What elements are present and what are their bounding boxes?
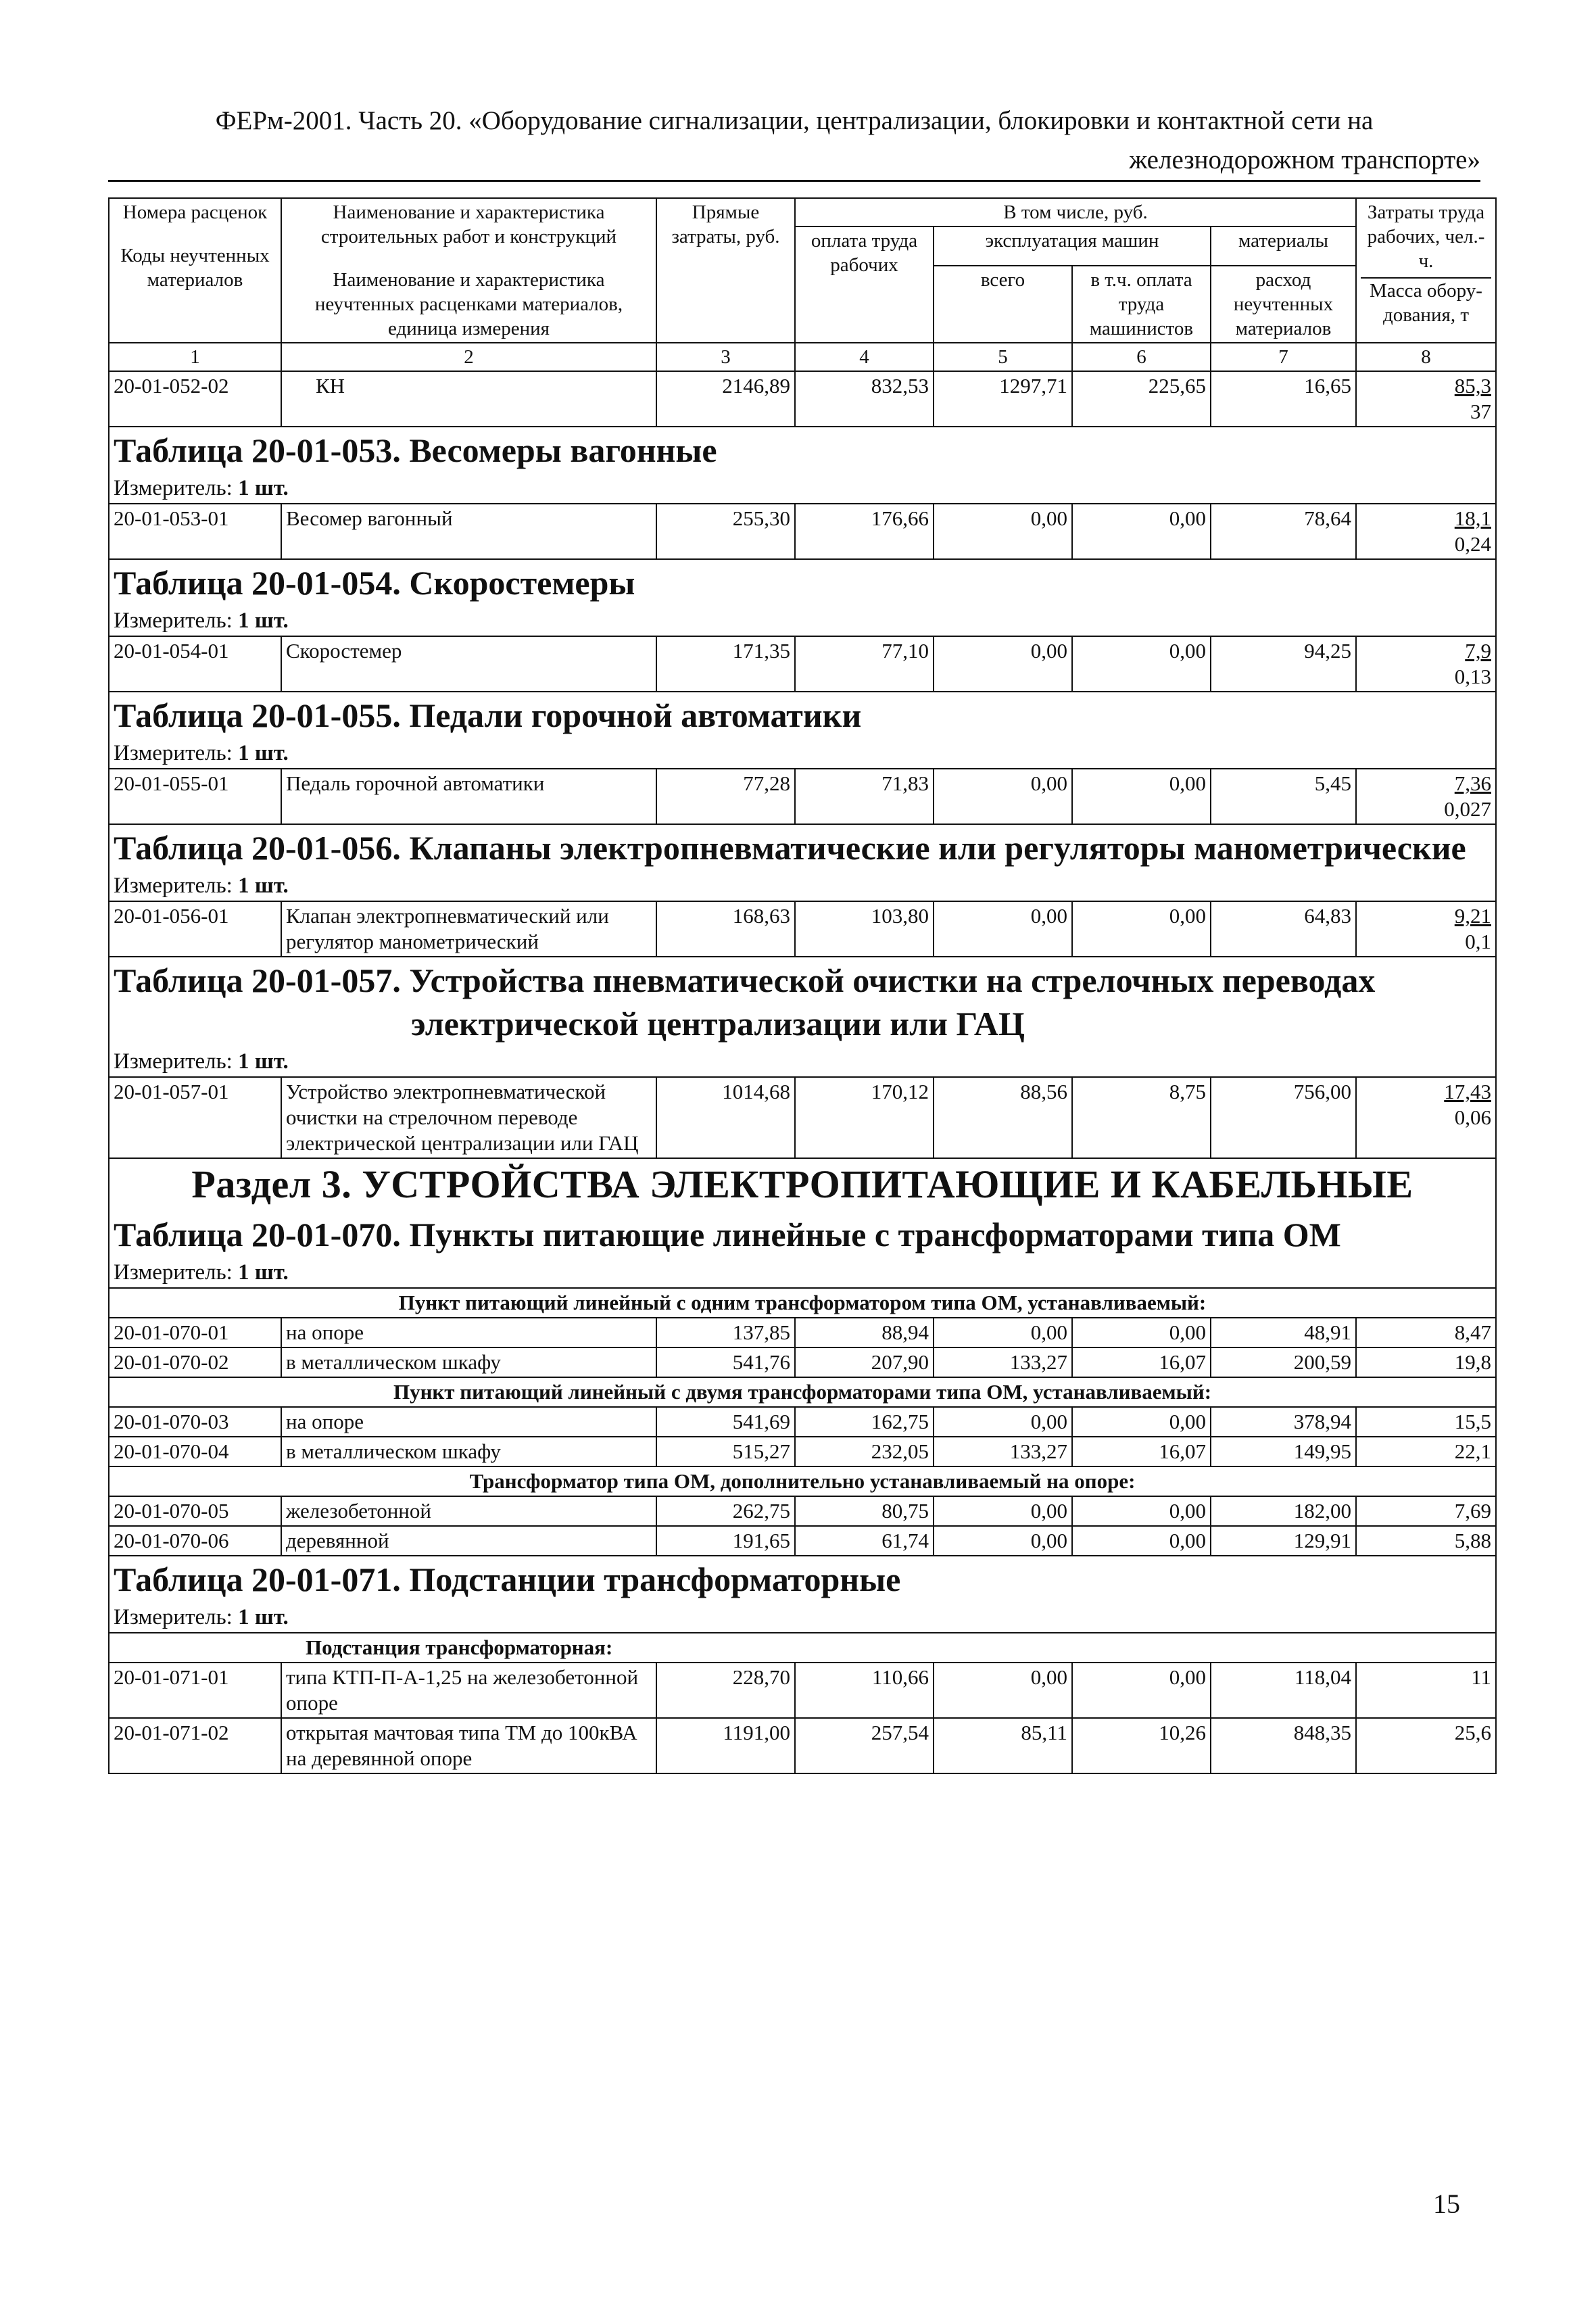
section-title: Раздел 3. УСТРОЙСТВА ЭЛЕКТРОПИТАЮЩИЕ И КАБЕЛЬНЫЕ [109, 1158, 1496, 1210]
table-title: Таблица 20-01-057. Устройства пневматической очистки на стрелочных переводах электрической централизации или ГАЦ [109, 957, 1496, 1047]
table-row: 20-01-071-01 типа КТП-П-А-1,25 на железобетонной опоре 228,70 110,66 0,00 0,00 118,04 11 [109, 1663, 1496, 1718]
table-row: 20-01-054-01 Скоростемер 171,35 77,10 0,00 0,00 94,25 7,9 0,13 [109, 636, 1496, 692]
table-row: 20-01-070-02 в металлическом шкафу 541,76 207,90 133,27 16,07 200,59 19,8 [109, 1347, 1496, 1377]
table-title: Таблица 20-01-054. Скоростемеры [109, 559, 1496, 606]
rates-table [108, 197, 1497, 1774]
col-header-including: В том числе, руб. [795, 198, 1356, 226]
table-title: Таблица 20-01-056. Клапаны электропневматические или регуляторы манометрические [109, 824, 1496, 871]
column-numbers-row: 1 2 3 4 5 6 7 8 [109, 343, 1496, 371]
measure-row: Измеритель: 1 шт. [109, 1602, 1496, 1633]
page-number: 15 [1433, 2189, 1460, 2219]
table-row: 20-01-070-05 железобетонной 262,75 80,75 0,00 0,00 182,00 7,69 [109, 1496, 1496, 1526]
col-header-mach-total: всего [934, 266, 1072, 343]
col-header-machines: эксплуатация машин [934, 226, 1211, 266]
header-line-1: ФЕРм-2001. Часть 20. «Оборудование сигнализации, централизации, блокировки и контактной сети на [215, 106, 1374, 135]
table-row: 20-01-070-06 деревянной 191,65 61,74 0,00 0,00 129,91 5,88 [109, 1526, 1496, 1556]
table-title: Таблица 20-01-070. Пункты питающие линейные с трансформаторами типа ОМ [109, 1210, 1496, 1258]
col-header-labor: оплата труда рабочих [795, 226, 934, 343]
table-row: 20-01-071-02 открытая мачтовая типа ТМ до 100кВА на деревянной опоре 1191,00 257,54 85,11 10,26 848,35 25,6 [109, 1718, 1496, 1773]
col-header-direct: Прямые затраты, руб. [656, 198, 795, 343]
col-header-work: Затраты труда рабочих, чел.-ч. Масса обору- дования, т [1356, 198, 1496, 343]
measure-row: Измеритель: 1 шт. [109, 606, 1496, 636]
table-row: 20-01-056-01 Клапан электропневматический или регулятор манометрический 168,63 103,80 0,00 0,00 64,83 9,21 0,1 [109, 901, 1496, 957]
group-label: Трансформатор типа ОМ, дополнительно устанавливаемый на опоре: [109, 1466, 1496, 1496]
col-header-materials: материалы [1211, 226, 1356, 266]
header-line-2: железнодорожном транспорте» [1129, 145, 1480, 174]
table-row: 20-01-053-01 Весомер вагонный 255,30 176,66 0,00 0,00 78,64 18,1 0,24 [109, 504, 1496, 559]
group-label: Пункт питающий линейный с двумя трансформаторами типа ОМ, устанавливаемый: [109, 1377, 1496, 1407]
table-title: Таблица 20-01-071. Подстанции трансформаторные [109, 1556, 1496, 1602]
measure-row: Измеритель: 1 шт. [109, 1258, 1496, 1288]
table-title: Таблица 20-01-053. Весомеры вагонные [109, 427, 1496, 473]
measure-row: Измеритель: 1 шт. [109, 473, 1496, 504]
col-header-mat-usage: расход неучтенных материалов [1211, 266, 1356, 343]
running-header [108, 101, 1480, 182]
measure-row: Измеритель: 1 шт. [109, 871, 1496, 901]
table-row: 20-01-055-01 Педаль горочной автоматики 77,28 71,83 0,00 0,00 5,45 7,36 0,027 [109, 769, 1496, 824]
table-row: 20-01-070-03 на опоре 541,69 162,75 0,00 0,00 378,94 15,5 [109, 1407, 1496, 1437]
table-row: 20-01-052-02 КН 2146,89 832,53 1297,71 225,65 16,65 85,3 37 [109, 371, 1496, 427]
col-header-mach-labor: в т.ч. оплата труда машинистов [1072, 266, 1211, 343]
group-label: Пункт питающий линейный с одним трансформатором типа ОМ, устанавливаемый: [109, 1288, 1496, 1318]
table-row: 20-01-070-01 на опоре 137,85 88,94 0,00 0,00 48,91 8,47 [109, 1318, 1496, 1347]
measure-row: Измеритель: 1 шт. [109, 738, 1496, 769]
table-row: 20-01-057-01 Устройство электропневматической очистки на стрелочном переводе электрической централизации или ГАЦ 1014,68 170,12 88,56 8,75 756,00 17,43 0,06 [109, 1077, 1496, 1158]
measure-row: Измеритель: 1 шт. [109, 1047, 1496, 1077]
table-header-row-1 [109, 198, 1496, 226]
col-header-names: Наименование и характеристика строительных работ и конструкций Наименование и характеристика неучтенных расценками материалов, единица измерения [281, 198, 656, 343]
col-header-codes: Номера расценок Коды неучтенных материалов [109, 198, 281, 343]
table-row: 20-01-070-04 в металлическом шкафу 515,27 232,05 133,27 16,07 149,95 22,1 [109, 1437, 1496, 1466]
group-label: Подстанция трансформаторная: [109, 1633, 1496, 1663]
table-title: Таблица 20-01-055. Педали горочной автоматики [109, 692, 1496, 738]
